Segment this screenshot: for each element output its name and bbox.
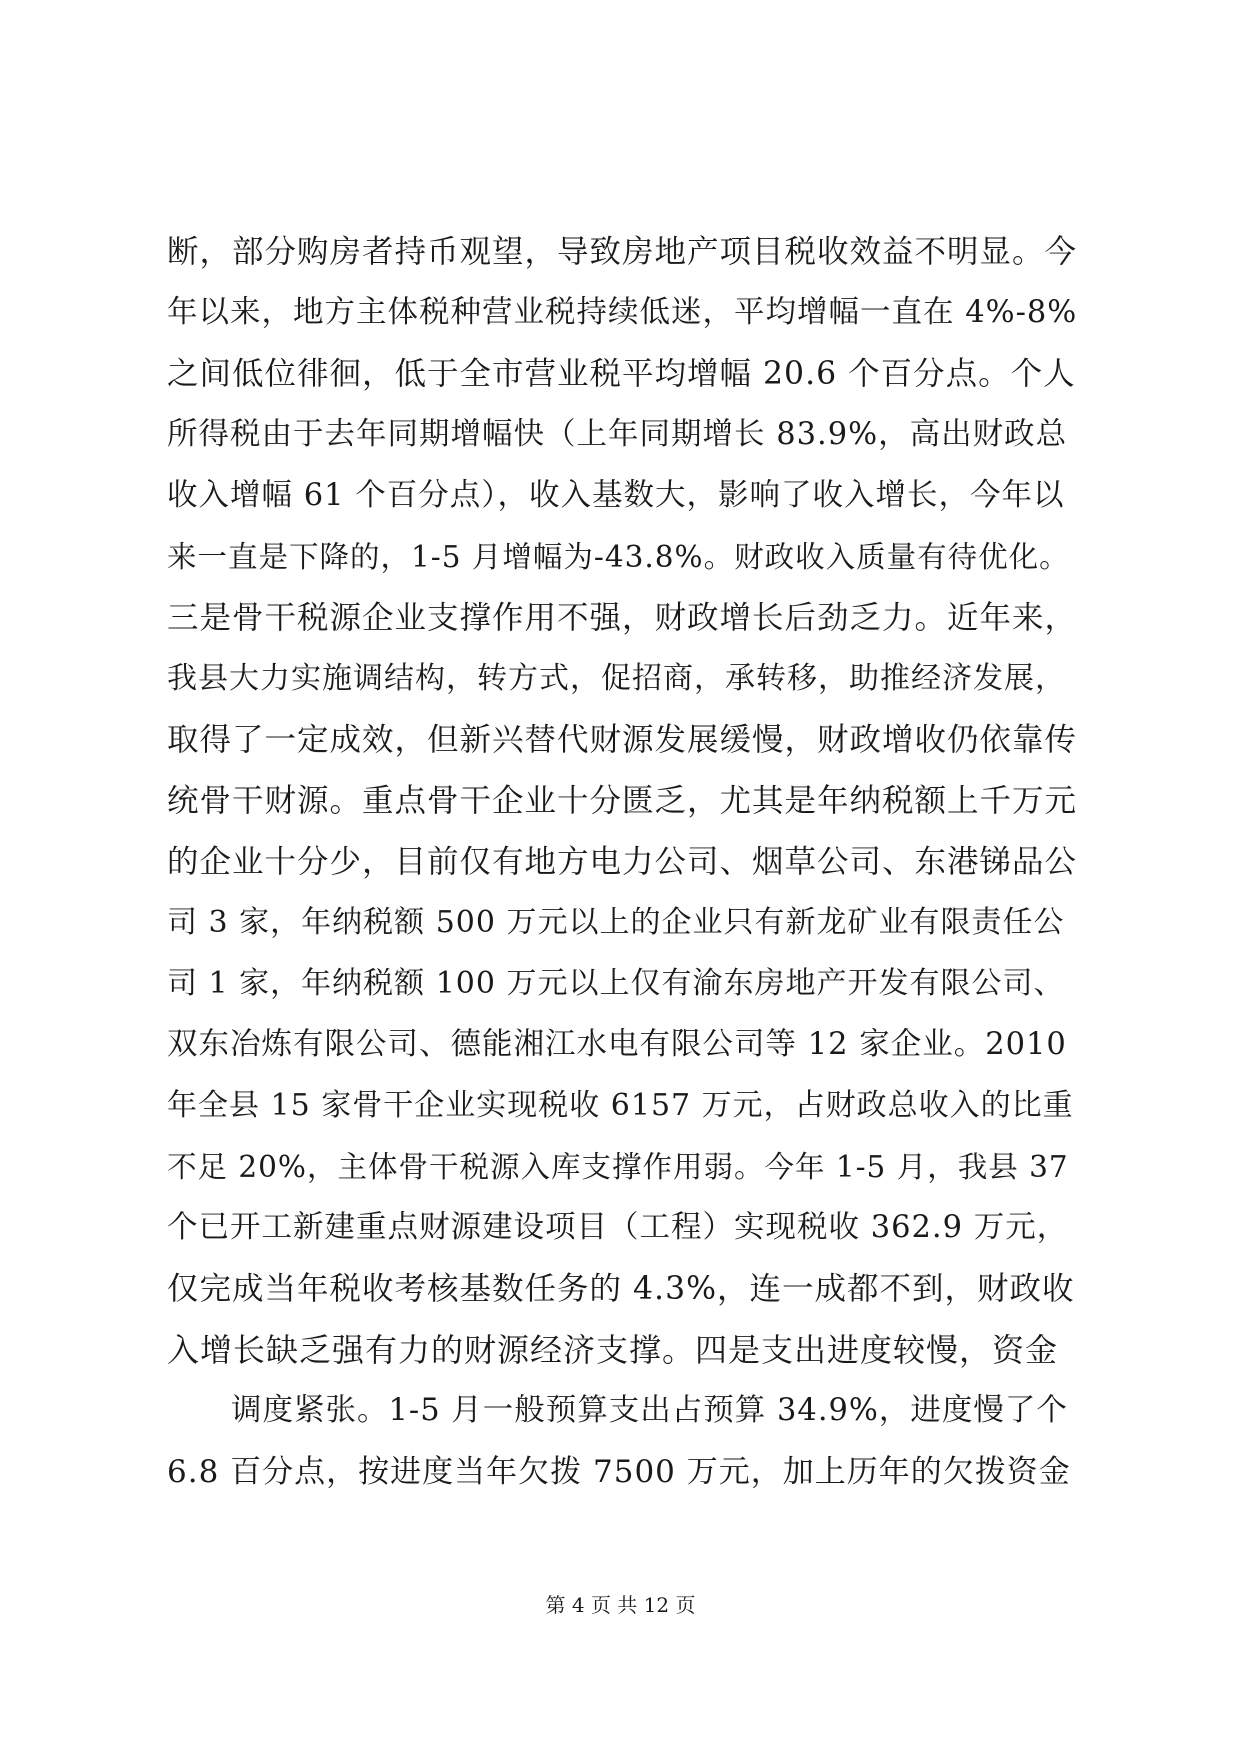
body-text-line: 断，部分购房者持币观望，导致房地产项目税收效益不明显。今	[167, 234, 1078, 270]
body-text-line: 双东冶炼有限公司、德能湘江水电有限公司等 12 家企业。2010	[167, 1027, 1067, 1062]
body-text-line: 统骨干财源。重点骨干企业十分匮乏，尤其是年纳税额上千万元	[167, 783, 1078, 819]
body-text-line: 收入增幅 61 个百分点），收入基数大，影响了收入增长，今年以	[167, 478, 1065, 513]
body-text-line: 之间低位徘徊，低于全市营业税平均增幅 20.6 个百分点。个人	[167, 356, 1076, 392]
body-text-line: 来一直是下降的，1-5 月增幅为-43.8%。财政收入质量有待优化。	[167, 540, 1070, 574]
body-text-line: 6.8 百分点，按进度当年欠拨 7500 万元，加上历年的欠拨资金	[167, 1454, 1071, 1490]
body-text-line: 三是骨干税源企业支撑作用不强，财政增长后劲乏力。近年来，	[167, 600, 1078, 636]
body-text-line: 仅完成当年税收考核基数任务的 4.3%，连一成都不到，财政收	[167, 1271, 1075, 1307]
body-text-line: 我县大力实施调结构，转方式，促招商，承转移，助推经济发展，	[167, 661, 1066, 696]
body-text-line: 取得了一定成效，但新兴替代财源发展缓慢，财政增收仍依靠传	[167, 722, 1078, 758]
body-text-line: 年全县 15 家骨干企业实现税收 6157 万元，占财政总收入的比重	[167, 1088, 1074, 1123]
body-text-line: 司 1 家，年纳税额 100 万元以上仅有渝东房地产开发有限公司、	[167, 966, 1065, 1001]
body-text-line: 个已开工新建重点财源建设项目（工程）实现税收 362.9 万元，	[167, 1210, 1069, 1245]
body-text-line: 所得税由于去年同期增幅快（上年同期增长 83.9%，高出财政总	[167, 417, 1068, 452]
body-text-line: 司 3 家，年纳税额 500 万元以上的企业只有新龙矿业有限责任公	[167, 905, 1065, 940]
body-text-line: 入增长缺乏强有力的财源经济支撑。四是支出进度较慢，资金	[167, 1331, 1059, 1369]
page-footer: 第 4 页 共 12 页	[545, 1593, 696, 1617]
body-text-line: 年以来，地方主体税种营业税持续低迷，平均增幅一直在 4%-8%	[167, 295, 1078, 330]
body-text-line: 的企业十分少，目前仅有地方电力公司、烟草公司、东港锑品公	[167, 844, 1078, 880]
paragraph-first-line: 调度紧张。1-5 月一般预算支出占预算 34.9%，进度慢了个	[231, 1393, 1068, 1428]
body-text-line: 不足 20%，主体骨干税源入库支撑作用弱。今年 1-5 月，我县 37	[167, 1150, 1069, 1184]
